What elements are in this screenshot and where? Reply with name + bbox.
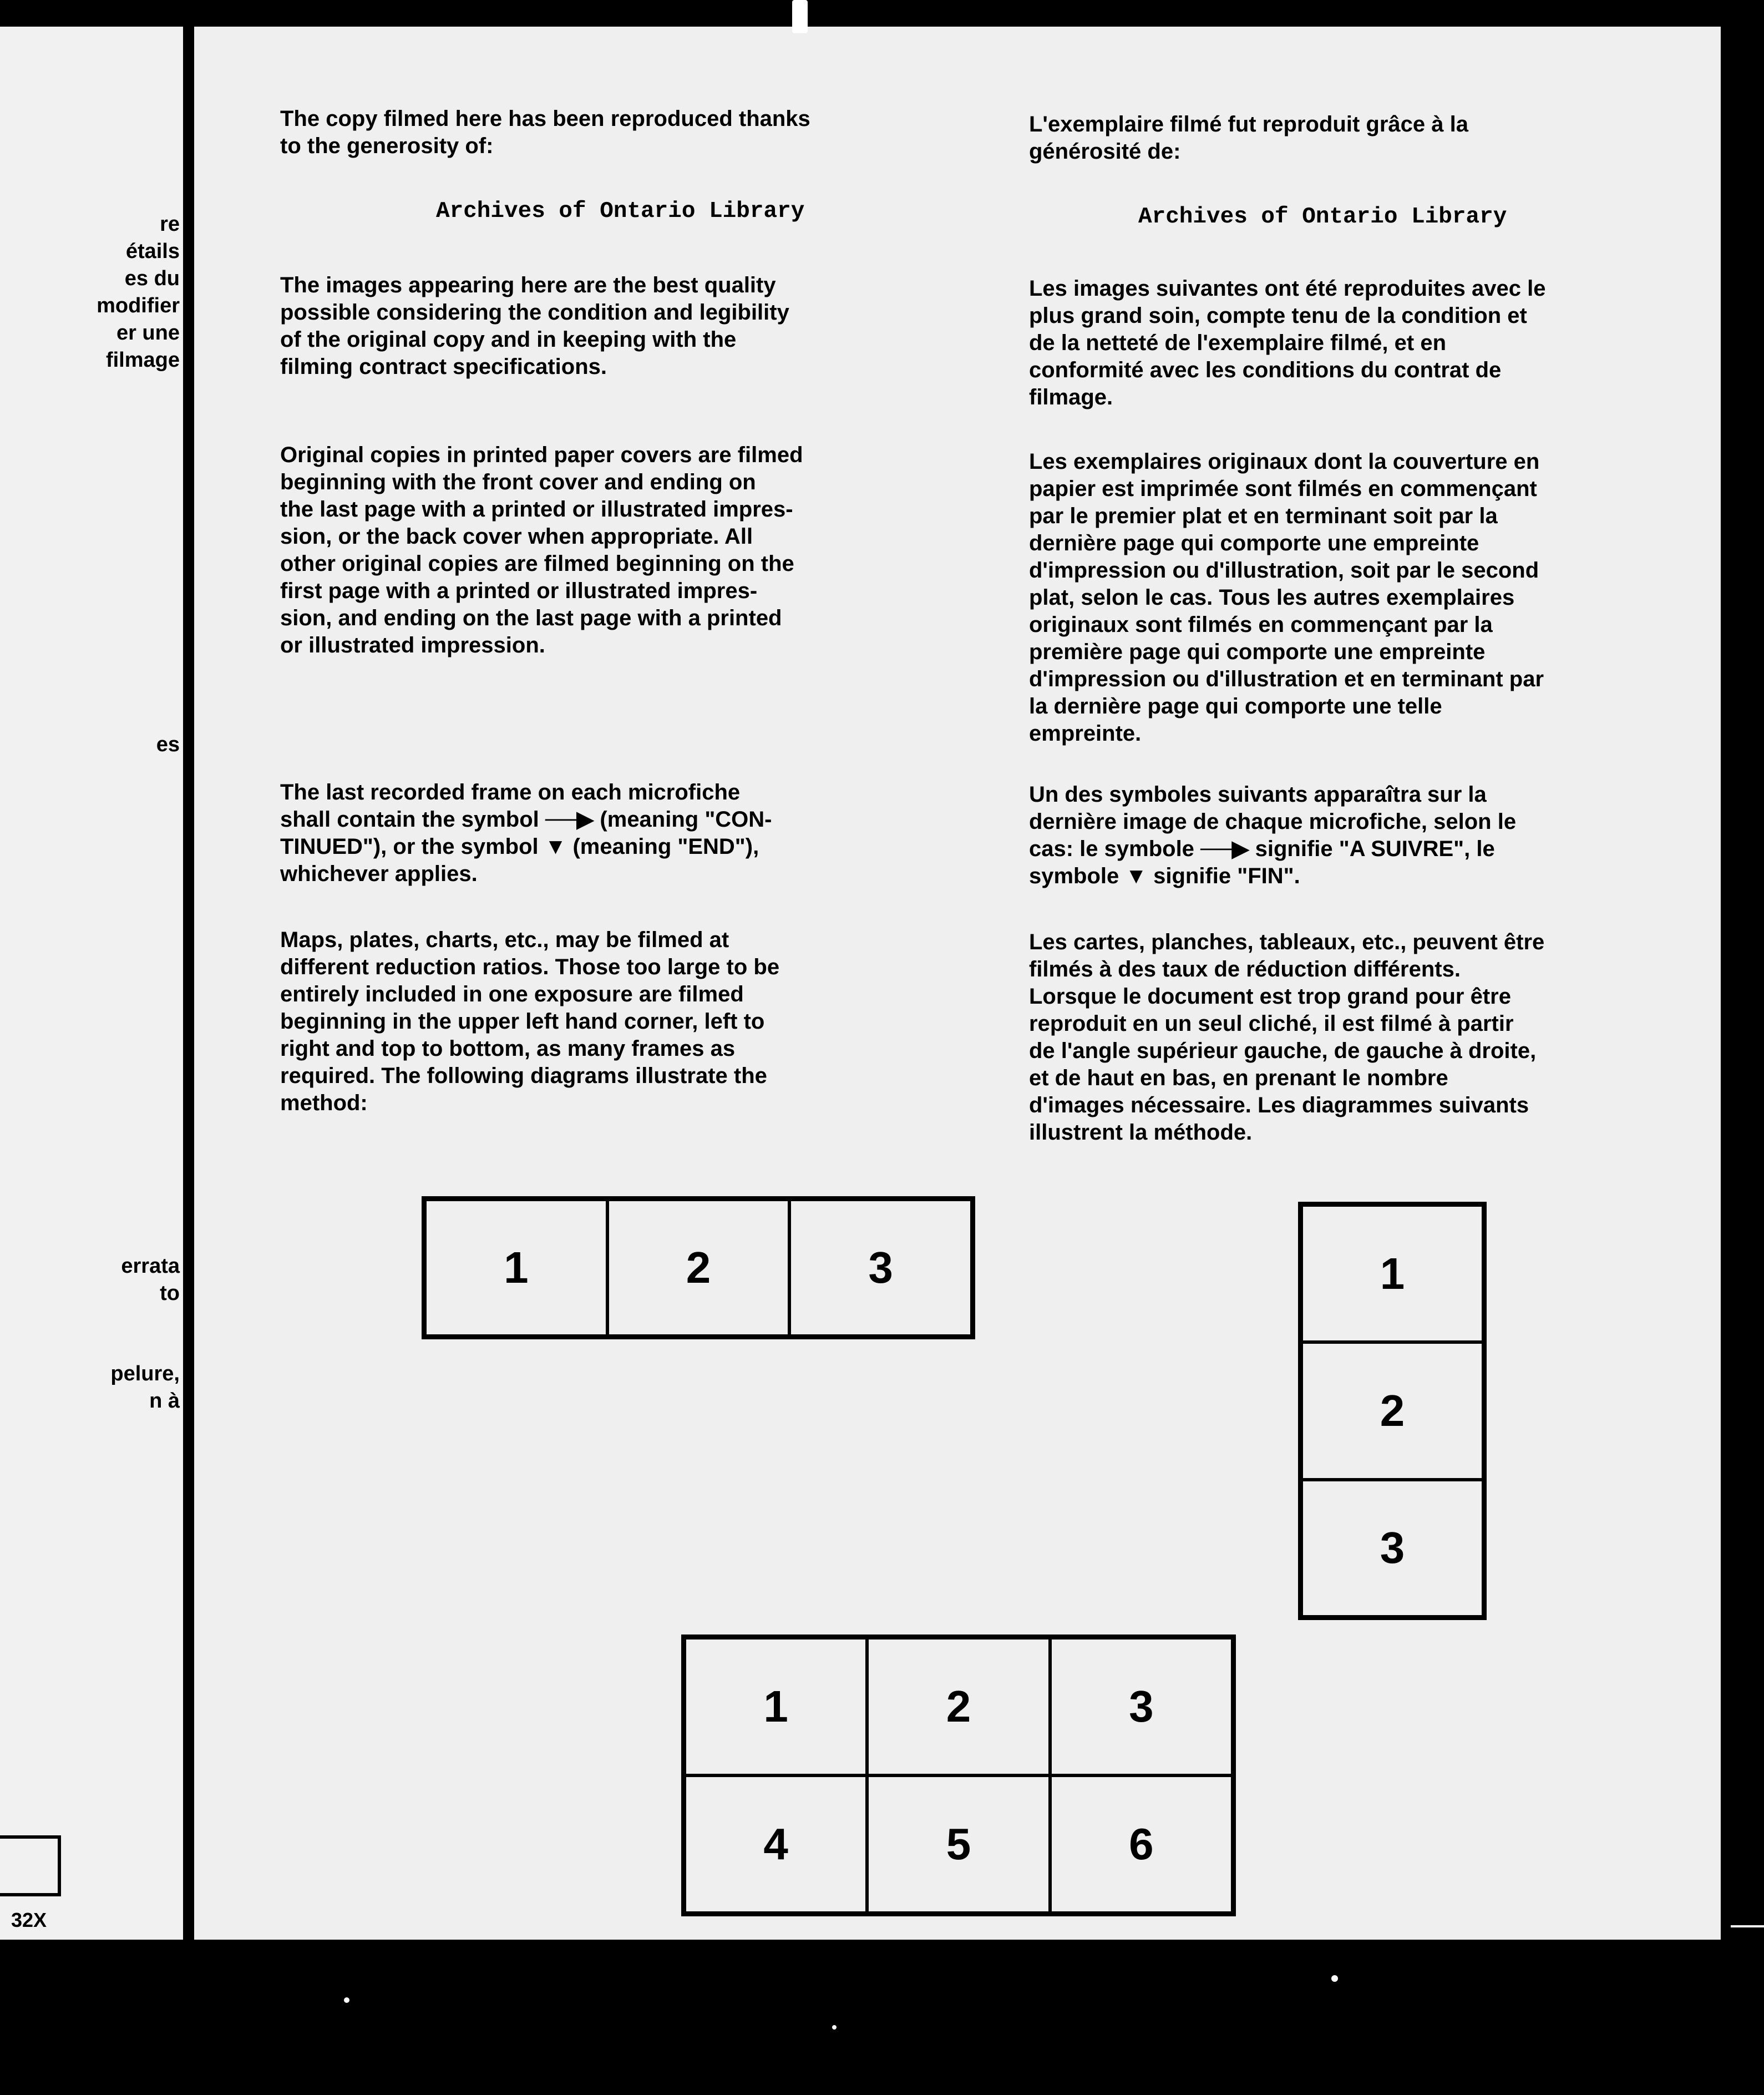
fragment-text: re bbox=[160, 212, 180, 236]
frame-cell: 2 bbox=[867, 1638, 1050, 1775]
frame-cell: 3 bbox=[1050, 1638, 1233, 1775]
frame-cell: 3 bbox=[1301, 1480, 1483, 1617]
english-library-name: Archives of Ontario Library bbox=[436, 199, 805, 224]
size-box bbox=[0, 1835, 61, 1896]
french-originals-paragraph: Les exemplaires originaux dont la couverture en papier est imprimée sont filmés en commençant par le premier plat et en terminant soit par la dernière page qui comporte une empreinte d'impression ou d'illustration, soit par le second plat, selon le cas. Tous les autres exemplaires originaux sont filmés en commençant par la première page qui comporte une empreinte d'impression ou d'illustration et en terminant par la dernière page qui comporte une telle empreinte. bbox=[1029, 449, 1544, 746]
frame-cell: 1 bbox=[685, 1638, 867, 1775]
frame-cell: 6 bbox=[1050, 1775, 1233, 1913]
frame-cell: 5 bbox=[867, 1775, 1050, 1913]
scan-artifact bbox=[832, 2025, 837, 2030]
size-label: 32X bbox=[11, 1909, 47, 1931]
french-maps-paragraph: Les cartes, planches, tableaux, etc., peuvent être filmés à des taux de réduction différents. Lorsque le document est trop grand pour être reproduit en un seul cliché, il est filmé à partir de l'angle supérieur gauche, de gauche à droite, et de haut en bas, en prenant le nombre d'images nécessaire. Les diagrammes suivants illustrent la méthode. bbox=[1029, 930, 1545, 1145]
fragment-text: errata bbox=[121, 1254, 180, 1278]
diagram-vertical bbox=[1298, 1202, 1487, 1620]
fragment-text: pelure, bbox=[110, 1362, 180, 1385]
frame-cell: 1 bbox=[425, 1200, 607, 1336]
french-quality-paragraph: Les images suivantes ont été reproduites avec le plus grand soin, compte tenu de la condition et de la netteté de l'exemplaire filmé, et en conformité avec les conditions du contrat de filmage. bbox=[1029, 276, 1546, 409]
english-intro: The copy filmed here has been reproduced thanks to the generosity of: bbox=[280, 107, 810, 158]
adjacent-page-strip bbox=[0, 27, 183, 1940]
diagram-grid bbox=[681, 1634, 1236, 1916]
scan-artifact bbox=[1331, 1975, 1338, 1982]
french-intro: L'exemplaire filmé fut reproduit grâce à la générosité de: bbox=[1029, 112, 1468, 164]
scan-artifact bbox=[792, 0, 808, 33]
scan-artifact bbox=[344, 1997, 349, 2003]
english-originals-paragraph: Original copies in printed paper covers are filmed beginning with the front cover and ending on the last page with a printed or illustrated impres- sion, or the back cover when appropriate. All other original copies are filmed beginning on the first page with a printed or illustrated impres- sion, and ending on the last page with a printed or illustrated impression. bbox=[280, 443, 803, 657]
fragment-text: modifier bbox=[97, 294, 180, 317]
english-symbols-paragraph: The last recorded frame on each microfiche shall contain the symbol ──▶ (meaning "CON- TINUED"), or the symbol ▼ (meaning "END"), whichever applies. bbox=[280, 780, 772, 886]
frame-cell: 4 bbox=[685, 1775, 867, 1913]
english-maps-paragraph: Maps, plates, charts, etc., may be filmed at different reduction ratios. Those too large to be entirely included in one exposure are filmed beginning in the upper left hand corner, left to right and top to bottom, as many frames as required. The following diagrams illustrate the method: bbox=[280, 928, 780, 1115]
frame-cell: 2 bbox=[1301, 1342, 1483, 1479]
fragment-text: n à bbox=[149, 1389, 180, 1413]
fragment-text: er une bbox=[116, 321, 180, 345]
fragment-text: es du bbox=[124, 267, 180, 290]
diagram-horizontal bbox=[422, 1196, 975, 1339]
fragment-text: étails bbox=[125, 240, 180, 263]
english-quality-paragraph: The images appearing here are the best quality possible considering the condition and legibility of the original copy and in keeping with the filming contract specifications. bbox=[280, 273, 789, 379]
fragment-text: es bbox=[156, 733, 180, 756]
french-symbols-paragraph: Un des symboles suivants apparaîtra sur la dernière image de chaque microfiche, selon le cas: le symbole ──▶ signifie "A SUIVRE", le symbole ▼ signifie "FIN". bbox=[1029, 782, 1517, 888]
fragment-text: to bbox=[160, 1282, 180, 1305]
frame-cell: 3 bbox=[789, 1200, 972, 1336]
document-page bbox=[194, 27, 1721, 1940]
fragment-text: filmage bbox=[105, 348, 180, 372]
scan-artifact bbox=[1731, 1925, 1764, 1927]
frame-cell: 2 bbox=[607, 1200, 790, 1336]
french-library-name: Archives of Ontario Library bbox=[1138, 204, 1507, 230]
frame-cell: 1 bbox=[1301, 1205, 1483, 1342]
